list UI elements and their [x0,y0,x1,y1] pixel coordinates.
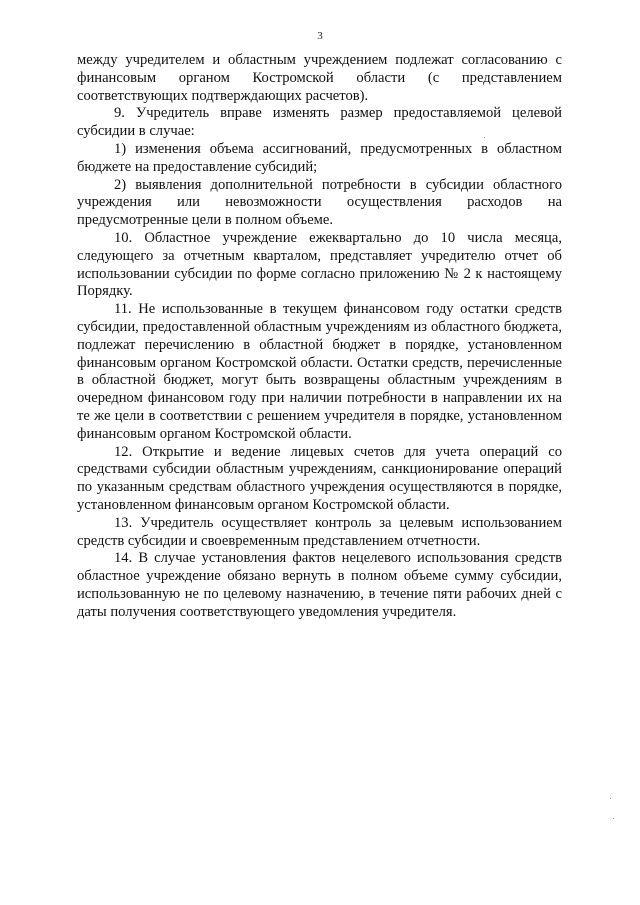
paragraph-continuation: между учредителем и областным учреждением подлежат согласованию с финансовым органом Костромской области (с представлением соответствующих подтверждающих расчетов). [77,52,562,104]
scan-speck [610,798,611,799]
paragraph-12: 12. Открытие и ведение лицевых счетов для учета операций со средствами субсидии областным учреждениям, санкционирование операций по указанным средствам областного учреждения осуществляются в порядке, установленном финансовым органом Костромской области. [77,443,562,513]
paragraph-13: 13. Учредитель осуществляет контроль за целевым использованием средств субсидии и своевременным представлением отчетности. [77,514,562,549]
paragraph-11: 11. Не использованные в текущем финансовом году остатки средств субсидии, предоставленной областным учреждениям из областного бюджета, подлежат перечислению в областной бюджет в порядке, установленном финансовым органом Костромской области. Остатки средств, перечисленные в областной бюджет, могут быть возвращены областным учреждениям в очередном финансовом году при наличии потребности в направлении их на те же цели в соответствии с решением учредителя в порядке, установленном финансовым органом Костромской области. [77,301,562,442]
document-body [77,52,562,622]
paragraph-9: 9. Учредитель вправе изменять размер предоставляемой целевой субсидии в случае: [77,105,562,140]
scan-speck [613,818,614,819]
paragraph-9-item-2: 2) выявления дополнительной потребности в субсидии областного учреждения или невозможности осуществления расходов на предусмотренные цели в полном объеме. [77,176,562,229]
page-number: 3 [317,30,323,42]
paragraph-10: 10. Областное учреждение ежеквартально до 10 числа месяца, следующего за отчетным кварталом, представляет учредителю отчет об использовании субсидии по форме согласно приложению № 2 к настоящему Порядку. [77,229,562,300]
paragraph-9-item-1: 1) изменения объема ассигнований, предусмотренных в областном бюджете на предоставление субсидий; [77,140,562,175]
paragraph-14: 14. В случае установления фактов нецелевого использования средств областное учреждение обязано вернуть в полном объеме сумму субсидии, использованную не по целевому назначению, в течение пяти рабочих дней с даты получения соответствующего уведомления учредителя. [77,550,562,620]
scan-speck [484,137,485,138]
